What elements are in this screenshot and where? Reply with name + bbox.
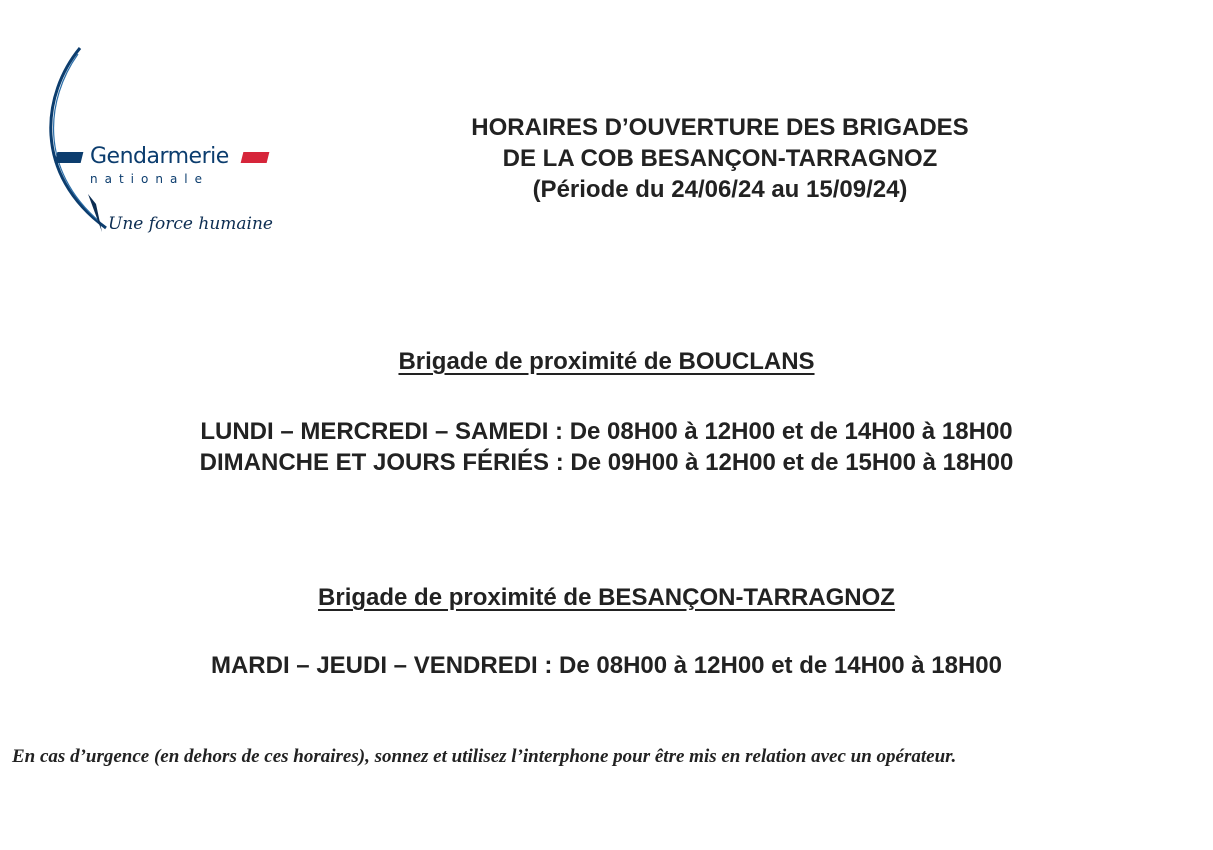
logo-motto: Une force humaine bbox=[108, 214, 273, 234]
gendarmerie-logo bbox=[36, 44, 276, 254]
flag-red-icon bbox=[241, 152, 270, 163]
title-line-2: DE LA COB BESANÇON-TARRAGNOZ bbox=[502, 145, 938, 172]
brigade-tarragnoz-title: Brigade de proximité de BESANÇON-TARRAGNOZ bbox=[318, 584, 895, 611]
logo-subtitle: nationale bbox=[90, 172, 210, 186]
title-line-3: (Période du 24/06/24 au 15/09/24) bbox=[532, 176, 908, 203]
brigade-bouclans-schedule bbox=[0, 416, 1213, 478]
emergency-note: En cas d’urgence (en dehors de ces horaires), sonnez et utilisez l’interphone pour être mis en relation avec un opérateur. bbox=[12, 746, 957, 767]
brigade-bouclans-title: Brigade de proximité de BOUCLANS bbox=[398, 348, 815, 375]
flag-blue-icon bbox=[55, 152, 84, 163]
schedule-line: MARDI – JEUDI – VENDREDI : De 08H00 à 12H00 et de 14H00 à 18H00 bbox=[210, 652, 1002, 679]
page-title bbox=[360, 112, 1080, 205]
brigade-tarragnoz-schedule bbox=[0, 650, 1213, 681]
schedule-line: DIMANCHE ET JOURS FÉRIÉS : De 09H00 à 12H00 et de 15H00 à 18H00 bbox=[199, 449, 1014, 476]
title-line-1: HORAIRES D’OUVERTURE DES BRIGADES bbox=[471, 114, 969, 141]
logo-name: Gendarmerie bbox=[90, 144, 229, 169]
schedule-line: LUNDI – MERCREDI – SAMEDI : De 08H00 à 12H00 et de 14H00 à 18H00 bbox=[200, 418, 1013, 445]
